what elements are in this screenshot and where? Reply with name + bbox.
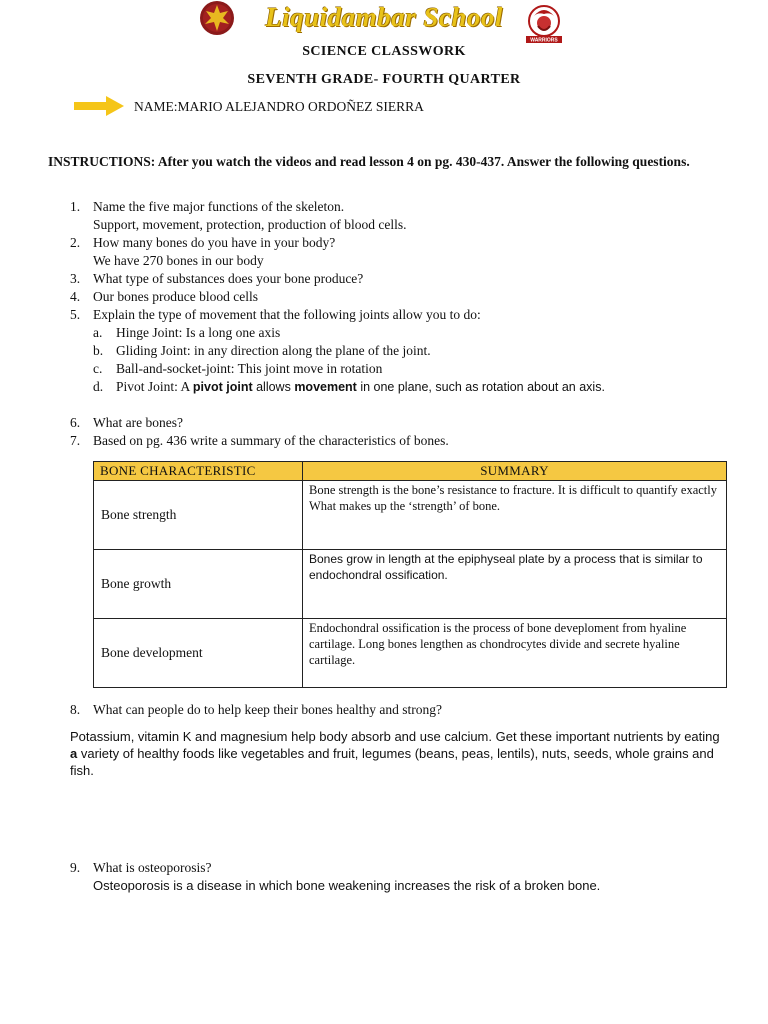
- warriors-crest-icon: [522, 2, 566, 44]
- answer-8: Potassium, vitamin K and magnesium help body absorb and use calcium. Get these important nutrients by eating a variety of healthy foods like vegetables and fruit, legumes (beans, peas, lentils), nuts, seeds, whole grains and fish.: [70, 729, 720, 778]
- joint-item-b: b. Gliding Joint: in any direction along the plane of the joint.: [93, 343, 431, 358]
- table-header-summary: SUMMARY: [303, 462, 727, 481]
- question-9: 9. What is osteoporosis?: [70, 860, 212, 875]
- table-cell-characteristic: Bone development: [94, 619, 303, 688]
- bone-characteristics-table: [93, 461, 727, 688]
- table-row: [94, 619, 727, 688]
- question-4: 4. Our bones produce blood cells: [70, 289, 258, 304]
- table-cell-summary: Bone strength is the bone’s resistance to fracture. It is difficult to quantify exactly What makes up the ‘strength’ of bone.: [303, 481, 727, 550]
- table-cell-summary: Endochondral ossification is the process of bone deveploment from hyaline cartilage. Long bones lengthen as chondrocytes divide and secrete hyaline cartilage.: [303, 619, 727, 688]
- school-name: Liquidambar School: [265, 2, 503, 32]
- answer-9: Osteoporosis is a disease in which bone weakening increases the risk of a broken bone.: [93, 878, 601, 893]
- table-header-characteristic: BONE CHARACTERISTIC: [94, 462, 303, 481]
- question-8: 8. What can people do to help keep their bones healthy and strong?: [70, 702, 443, 717]
- student-name: NAME:MARIO ALEJANDRO ORDOÑEZ SIERRA: [134, 99, 424, 114]
- school-leaf-logo-icon: [198, 0, 236, 36]
- table-cell-characteristic: Bone growth: [94, 550, 303, 619]
- table-row: [94, 481, 727, 550]
- table-cell-characteristic: Bone strength: [94, 481, 303, 550]
- arrow-right-icon: [74, 96, 124, 116]
- question-1: 1. Name the five major functions of the skeleton.: [70, 199, 345, 214]
- page-title: SCIENCE CLASSWORK: [302, 44, 466, 59]
- question-3: 3. What type of substances does your bone produce?: [70, 271, 364, 286]
- answer-2: We have 270 bones in our body: [93, 253, 264, 268]
- table-header-row: [94, 462, 727, 481]
- crest-banner-text: WARRIORS: [530, 37, 558, 44]
- joint-item-c: c. Ball-and-socket-joint: This joint move in rotation: [93, 361, 383, 376]
- question-6: 6. What are bones?: [70, 415, 183, 430]
- question-7: 7. Based on pg. 436 write a summary of the characteristics of bones.: [70, 433, 449, 448]
- joint-item-a: a. Hinge Joint: Is a long one axis: [93, 325, 281, 340]
- question-2: 2. How many bones do you have in your body?: [70, 235, 336, 250]
- page-subtitle: SEVENTH GRADE- FOURTH QUARTER: [247, 72, 521, 87]
- question-5: 5. Explain the type of movement that the following joints allow you to do:: [70, 307, 481, 322]
- answer-1: Support, movement, protection, production of blood cells.: [93, 217, 407, 232]
- joint-item-d: d. Pivot Joint: A pivot joint allows movement in one plane, such as rotation about an axis.: [93, 379, 605, 394]
- instructions: INSTRUCTIONS: After you watch the videos and read lesson 4 on pg. 430-437. Answer the following questions.: [48, 154, 690, 169]
- table-row: [94, 550, 727, 619]
- table-cell-summary: Bones grow in length at the epiphyseal plate by a process that is similar to endochondral ossification.: [303, 550, 727, 619]
